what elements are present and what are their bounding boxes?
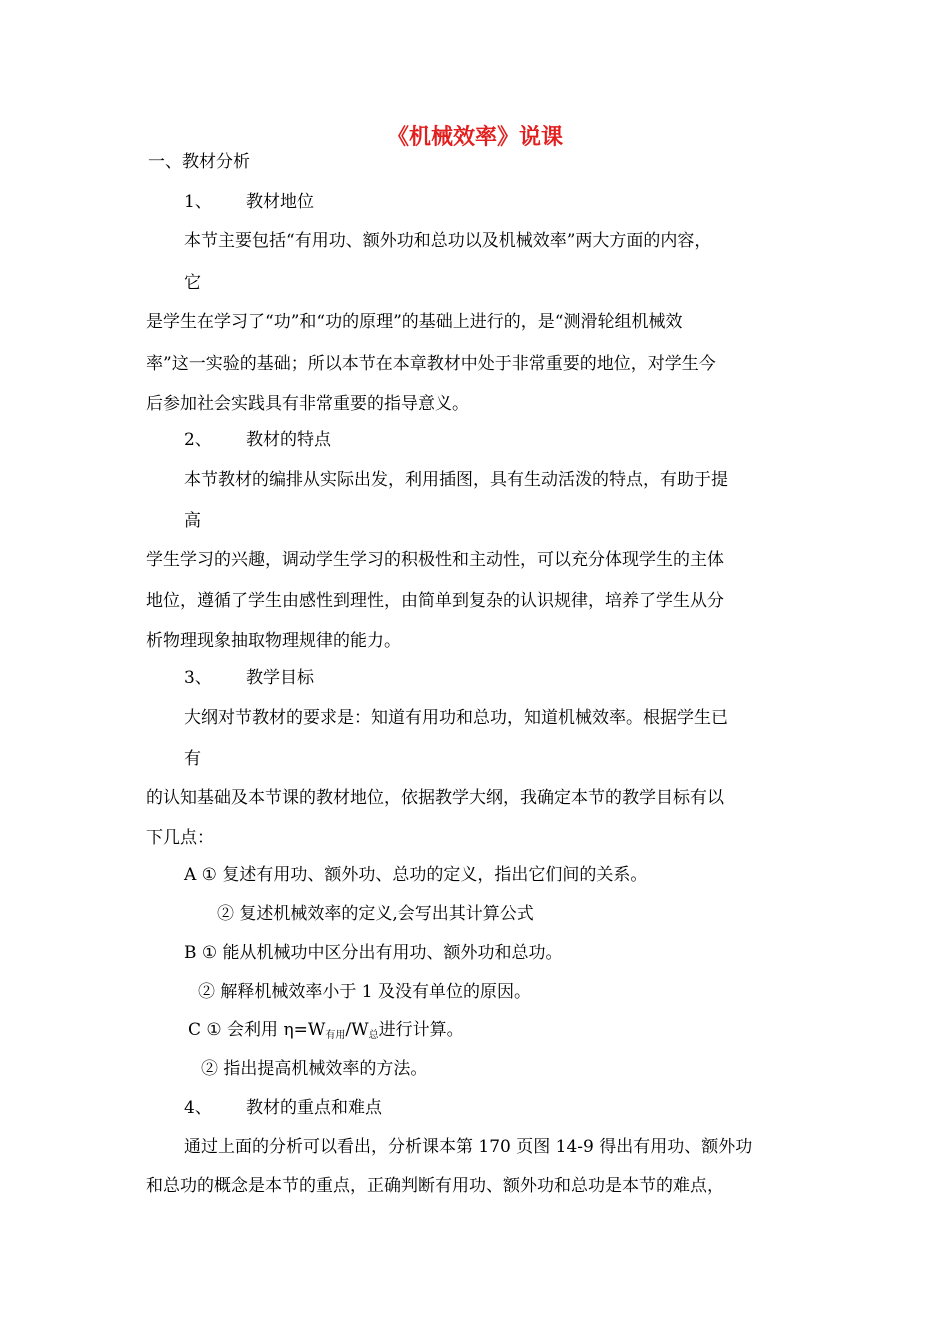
goal-a-1: A ① 复述有用功、额外功、总功的定义，指出它们间的关系。 <box>184 865 648 885</box>
item-heading-text: 教材的重点和难点 <box>246 1098 382 1118</box>
paragraph-line: 后参加社会实践具有非常重要的指导意义。 <box>146 394 469 414</box>
goal-b-2: ② 解释机械效率小于 1 及没有单位的原因。 <box>198 982 532 1002</box>
item-number: 2、 <box>184 430 212 450</box>
page-title: 《机械效率》说课 <box>386 124 563 150</box>
paragraph-line: 下几点： <box>146 828 214 848</box>
item-heading-1 <box>184 190 314 214</box>
formula-subscript-useful: 有用 <box>325 1030 346 1041</box>
item-number: 3、 <box>184 668 212 688</box>
goal-c-1 <box>188 1018 464 1048</box>
item-number: 4、 <box>184 1098 212 1118</box>
paragraph-line: 大纲对节教材的要求是：知道有用功和总功，知道机械效率。根据学生已 <box>184 708 728 728</box>
paragraph-line: 本节主要包括“有用功、额外功和总功以及机械效率”两大方面的内容， <box>184 231 712 251</box>
paragraph-line: 率”这一实验的基础；所以本节在本章教材中处于非常重要的地位，对学生今 <box>146 354 716 374</box>
paragraph-line: 是学生在学习了“功”和“功的原理”的基础上进行的，是“测滑轮组机械效 <box>146 312 683 332</box>
paragraph-line: 学生学习的兴趣，调动学生学习的积极性和主动性，可以充分体现学生的主体 <box>146 550 724 570</box>
goal-a-2: ② 复述机械效率的定义,会写出其计算公式 <box>217 904 534 924</box>
item-heading-3 <box>184 666 314 690</box>
item-heading-text: 教学目标 <box>246 668 314 688</box>
goal-b-1: B ① 能从机械功中区分出有用功、额外功和总功。 <box>184 943 563 963</box>
paragraph-line: 本节教材的编排从实际出发，利用插图，具有生动活泼的特点，有助于提 <box>184 470 728 490</box>
formula-subscript-total: 总 <box>368 1030 379 1041</box>
paragraph-line: 的认知基础及本节课的教材地位，依据教学大纲，我确定本节的教学目标有以 <box>146 788 724 808</box>
item-heading-2 <box>184 428 331 452</box>
paragraph-line: 它 <box>184 273 201 293</box>
paragraph-line: 有 <box>184 749 201 769</box>
section-heading: 一、教材分析 <box>148 152 250 172</box>
item-heading-4 <box>184 1096 382 1120</box>
formula-suffix: 进行计算。 <box>378 1020 464 1040</box>
item-number: 1、 <box>184 192 212 212</box>
paragraph-line: 高 <box>184 511 201 531</box>
item-heading-text: 教材地位 <box>246 192 314 212</box>
paragraph-line: 和总功的概念是本节的重点，正确判断有用功、额外功和总功是本节的难点， <box>146 1176 724 1196</box>
paragraph-line: 地位，遵循了学生由感性到理性，由简单到复杂的认识规律，培养了学生从分 <box>146 591 724 611</box>
goal-c-2: ② 指出提高机械效率的方法。 <box>201 1059 428 1079</box>
item-heading-text: 教材的特点 <box>246 430 331 450</box>
formula-divider: /W <box>345 1020 369 1040</box>
paragraph-line: 通过上面的分析可以看出，分析课本第 170 页图 14-9 得出有用功、额外功 <box>184 1137 753 1157</box>
formula-prefix: C ① 会利用 η=W <box>188 1020 326 1040</box>
paragraph-line: 析物理现象抽取物理规律的能力。 <box>146 631 401 651</box>
